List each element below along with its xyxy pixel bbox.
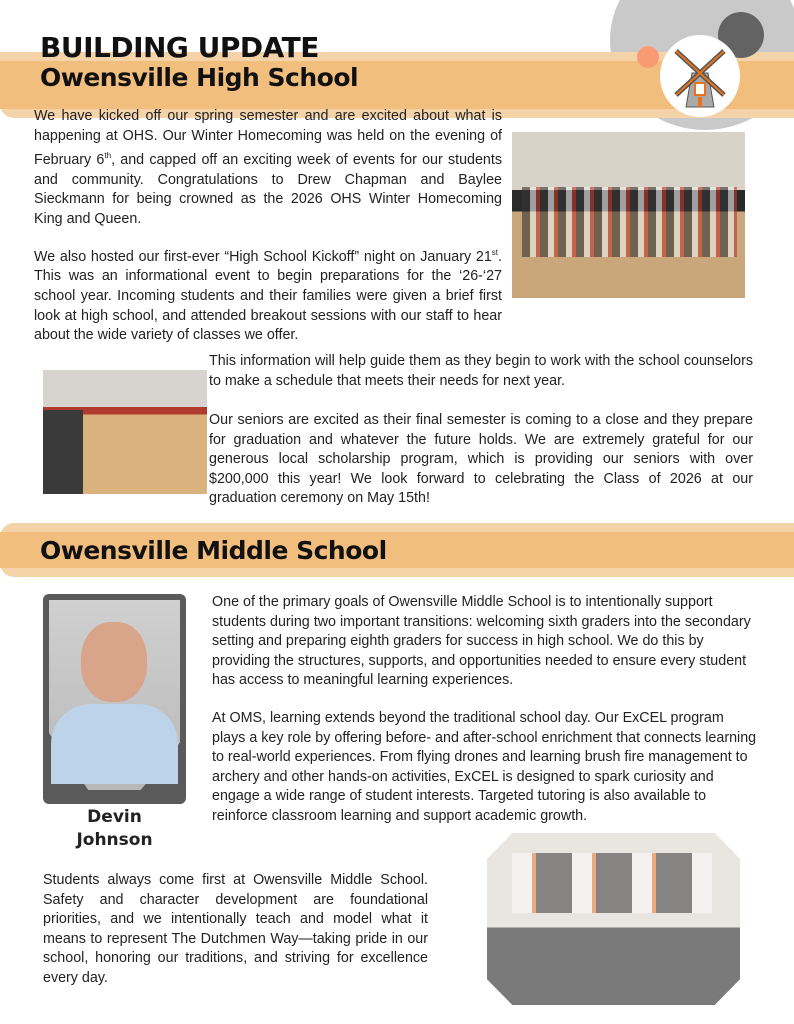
principal-portrait <box>43 594 186 804</box>
hs-paragraph-1: We have kicked off our spring semester and are excited about what is happening at OHS. Our Winter Homecoming was held on the evening of February 6th, and capped off an exciting week of events for our students and community. Congratulations to Drew Chapman and Baylee Sieckmann for being crowned as the 2026 OHS Winter Homecoming King and Queen. <box>34 108 502 227</box>
students-award-photo <box>487 833 740 1005</box>
ms-paragraph-1: One of the primary goals of Owensville Middle School is to intentionally support students during two important transitions: welcoming sixth graders into the secondary setting and preparing eighth graders for success in high school. We do this by providing the structures, supports, and opportunities needed to ensure every student has access to meaningful learning experiences. <box>212 594 751 689</box>
gymnasium-photo <box>43 370 207 494</box>
homecoming-court-photo <box>512 132 745 298</box>
hs-paragraph-4: Our seniors are excited as their final semester is coming to a close and they prepare for graduation and whatever the future holds. We are extremely grateful for our generous local scholarship program, which is providing our seniors with over $200,000 this year! We look forward to celebrating the Class of 2026 at our graduation ceremony on May 15th! <box>209 412 753 507</box>
page-title: BUILDING UPDATE <box>40 31 319 64</box>
ms-paragraph-2: At OMS, learning extends beyond the traditional school day. Our ExCEL program plays a key role by offering before- and after-school enrichment that connects learning to real-world experiences. From flying drones and learning brush fire management to archery and other hands-on activities, ExCEL is designed to spark curiosity and engage a wide range of student interests. Targeted tutoring is also available to reinforce classroom learning and support academic growth. <box>212 710 757 824</box>
section-title-middle-school: Owensville Middle School <box>40 536 387 565</box>
hs-paragraph-3: This information will help guide them as they begin to work with the school counselors to make a schedule that meets their needs for next year. <box>209 353 753 389</box>
windmill-logo-icon <box>660 35 740 117</box>
section-title-high-school: Owensville High School <box>40 63 359 92</box>
principal-name: Devin Johnson <box>76 807 153 850</box>
hs-paragraph-2: We also hosted our first-ever “High School Kickoff” night on January 21st. This was an informational event to begin preparations for the ‘26-‘27 school year. Incoming students and their families were given a brief first look at high school, and attended breakout sessions with our staff to hear about the wide variety of classes we offer. <box>34 248 502 344</box>
decorative-salmon-circle <box>637 46 659 68</box>
ms-paragraph-3: Students always come first at Owensville Middle School. Safety and character development are foundational priorities, and we intentionally teach and model what it means to represent The Dutchmen Way—taking pride in our school, honoring our traditions, and striving for excellence every day. <box>43 872 428 986</box>
